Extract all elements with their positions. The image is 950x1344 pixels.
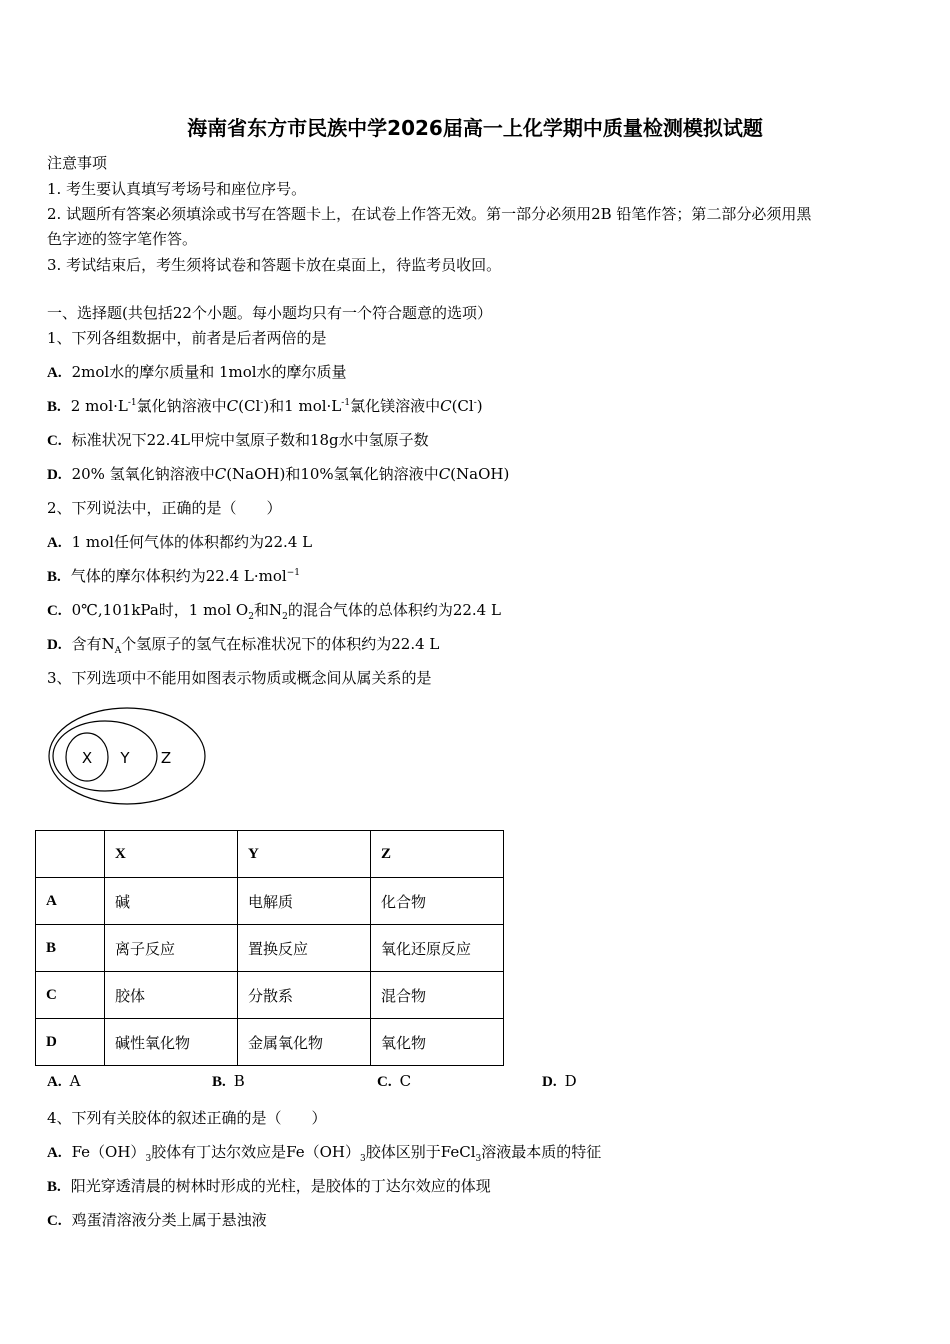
table-cell: 氧化还原反应 [371,925,504,972]
q2-option-c: C. 0℃,101kPa时，1 mol $O_2$和$N_2$的混合气体的总体积约为22.4 L [47,601,501,622]
table-header-row [36,831,504,878]
notice-heading: 注意事项 [47,154,108,172]
section-heading: 一、选择题(共包括22个小题。每小题均只有一个符合题意的选项） [47,304,492,322]
q4-stem: 4、下列有关胶体的叙述正确的是（ ） [47,1109,327,1127]
table-cell: 碱 [105,878,238,925]
q1-option-a: A. 2mol水的摩尔质量和 1mol水的摩尔质量 [47,363,347,381]
table-header-x: X [105,831,238,878]
table-cell: 化合物 [371,878,504,925]
notice-item-2: 2. 试题所有答案必须填涂或书写在答题卡上，在试卷上作答无效。第一部分必须用2B 铅笔作答；第二部分必须用黑 [47,205,812,223]
q3-answer-d: D. D [542,1072,577,1090]
notice-item-1: 1. 考生要认真填写考场号和座位序号。 [47,180,307,198]
table-cell: D [36,1019,105,1066]
page-title: 海南省东方市民族中学2026届高一上化学期中质量检测模拟试题 [187,116,763,140]
q4-option-c: C. 鸡蛋清溶液分类上属于悬浊液 [47,1211,267,1229]
table-header-z: Z [371,831,504,878]
table-cell: 胶体 [105,972,238,1019]
table-row [36,1019,504,1066]
q2-stem: 2、下列说法中，正确的是（ ） [47,499,282,517]
q2-option-a: A. 1 mol任何气体的体积都约为22.4 L [47,533,313,551]
table-cell: 碱性氧化物 [105,1019,238,1066]
notice-item-2-cont: 色字迹的签字笔作答。 [47,230,198,248]
table-cell: C [36,972,105,1019]
table-row [36,972,504,1019]
table-row [36,925,504,972]
table-cell [36,831,105,878]
table-cell: 混合物 [371,972,504,1019]
q3-answer-a: A. A [47,1072,81,1090]
q3-answer-b: B. B [212,1072,245,1090]
table-cell: B [36,925,105,972]
q3-stem: 3、下列选项中不能用如图表示物质或概念间从属关系的是 [47,669,432,687]
q2-option-b: B. 气体的摩尔体积约为22.4 L·mol$^{-1}$ [47,567,300,585]
table-cell: 金属氧化物 [238,1019,371,1066]
q3-table [35,830,504,1066]
q1-stem: 1、下列各组数据中，前者是后者两倍的是 [47,329,327,347]
venn-label-y: Y [120,749,130,767]
table-cell: 分散系 [238,972,371,1019]
table-cell: A [36,878,105,925]
q3-answer-c: C. C [377,1072,412,1090]
table-cell: 置换反应 [238,925,371,972]
q1-option-b: B. 2 $mol\cdot L^{-1}$氯化钠溶液中C(Cl-)和1 $mol\cdot L^{-1}$氯化镁溶液中C(Cl-) [47,397,483,415]
venn-middle-ellipse [53,721,157,791]
q4-option-a: A. $Fe(OH)_3$胶体有丁达尔效应是$Fe(OH)_3$胶体区别于FeCl$_3$溶液最本质的特征 [47,1143,602,1164]
table-cell: 离子反应 [105,925,238,972]
q1-option-c: C. 标准状况下22.4L甲烷中氢原子数和18g水中氢原子数 [47,431,429,449]
table-header-y: Y [238,831,371,878]
table-cell: 电解质 [238,878,371,925]
venn-diagram [45,703,215,808]
venn-label-z: Z [160,749,172,767]
q1-option-d: D. 20% 氢氧化钠溶液中C(NaOH)和10%氢氧化钠溶液中C(NaOH) [47,465,510,483]
venn-label-x: X [81,749,93,767]
table-cell: 氧化物 [371,1019,504,1066]
q2-option-d: D. 含有$N_A$个氢原子的氢气在标准状况下的体积约为22.4 L [47,635,440,656]
table-row [36,878,504,925]
q4-option-b: B. 阳光穿透清晨的树林时形成的光柱，是胶体的丁达尔效应的体现 [47,1177,491,1195]
notice-item-3: 3. 考试结束后，考生须将试卷和答题卡放在桌面上，待监考员收回。 [47,256,502,274]
